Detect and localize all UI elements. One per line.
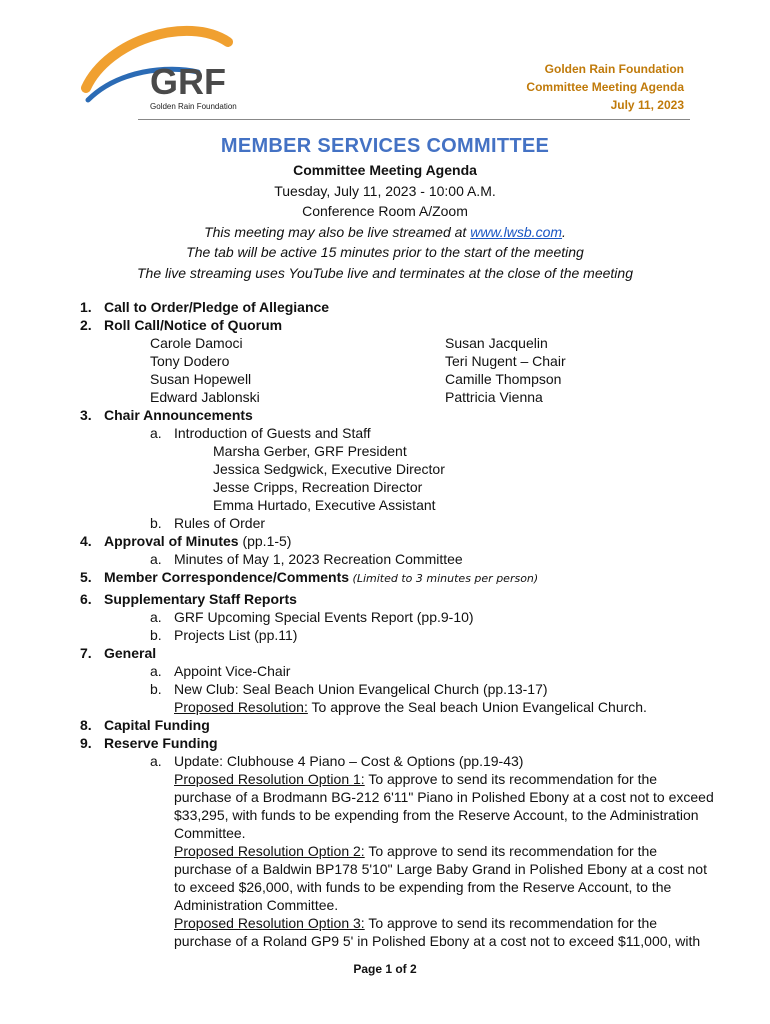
sub-text: Appoint Vice-Chair xyxy=(174,663,291,679)
item-label: Member Correspondence/Comments xyxy=(104,569,350,585)
sub-text: Minutes of May 1, 2023 Recreation Committee xyxy=(174,551,463,567)
intro-location: Conference Room A/Zoom xyxy=(302,203,468,219)
guest-name: Jesse Cripps, Recreation Director xyxy=(213,479,423,495)
member-name: Tony Dodero xyxy=(150,353,230,369)
logo-text: GRF xyxy=(150,61,226,102)
sub-letter: a. xyxy=(150,753,162,769)
sub-text: Projects List (pp.11) xyxy=(174,627,298,643)
resolution-text: purchase of a Roland GP9 5' in Polished Ebony at a cost not to exceed $11,000, with xyxy=(174,933,701,949)
resolution-option-1 xyxy=(104,770,740,842)
sub-letter: a. xyxy=(150,663,162,679)
page-title: MEMBER SERVICES COMMITTEE xyxy=(220,135,550,157)
resolution-text: To approve to send its recommendation for the xyxy=(364,843,658,859)
agenda-list xyxy=(80,298,740,950)
item-label: Roll Call/Notice of Quorum xyxy=(104,317,283,333)
agenda-item-4 xyxy=(80,532,740,568)
member-column-right xyxy=(445,334,740,406)
sub-item xyxy=(104,752,740,770)
resolution-text: Committee. xyxy=(174,825,246,841)
resolution-text: To approve to send its recommendation for the xyxy=(364,771,658,787)
sub-letter: a. xyxy=(150,425,162,441)
resolution-option-2 xyxy=(104,842,740,914)
item-label: Reserve Funding xyxy=(104,735,218,751)
agenda-item-5 xyxy=(80,568,740,588)
sub-item xyxy=(104,424,740,442)
item-label: Chair Announcements xyxy=(104,407,253,423)
agenda-item-1 xyxy=(80,298,740,316)
resolution-text: purchase of a Baldwin BP178 5'10" Large Baby Grand in Polished Ebony at a cost not xyxy=(174,861,707,877)
agenda-item-6 xyxy=(80,590,740,644)
resolution-text: to exceed $26,000, with funds to be expending from the Reserve Account, to the xyxy=(174,879,672,895)
guest-name: Marsha Gerber, GRF President xyxy=(213,443,407,459)
member-roster xyxy=(104,334,740,406)
guest-name: Emma Hurtado, Executive Assistant xyxy=(213,497,436,513)
item-number: 1. xyxy=(80,299,92,315)
resolution-text: purchase of a Brodmann BG-212 6'11" Piano in Polished Ebony at a cost not to exceed xyxy=(174,789,714,805)
item-number: 6. xyxy=(80,591,92,607)
item-label: Approval of Minutes xyxy=(104,533,239,549)
sub-item xyxy=(104,514,740,532)
sub-item xyxy=(104,608,740,626)
item-label: Call to Order/Pledge of Allegiance xyxy=(104,299,330,315)
member-name: Susan Hopewell xyxy=(150,371,252,387)
tab-note: The tab will be active 15 minutes prior to the start of the meeting xyxy=(186,244,584,260)
item-label: General xyxy=(104,645,157,661)
resolution-label: Proposed Resolution: xyxy=(174,699,308,715)
sub-letter: b. xyxy=(150,681,162,697)
item-number: 8. xyxy=(80,717,92,733)
sub-text: Rules of Order xyxy=(174,515,266,531)
resolution-text: To approve to send its recommendation for the xyxy=(364,915,658,931)
proposed-resolution xyxy=(104,698,740,716)
resolution-text: $33,295, with funds to be expending from the Reserve Account, to the Administration xyxy=(174,807,699,823)
doc-type: Committee Meeting Agenda xyxy=(526,80,684,94)
item-number: 2. xyxy=(80,317,92,333)
member-name: Camille Thompson xyxy=(445,371,562,387)
agenda-item-7 xyxy=(80,644,740,716)
sub-text: New Club: Seal Beach Union Evangelical Church (pp.13-17) xyxy=(174,681,548,697)
resolution-label: Proposed Resolution Option 1: xyxy=(174,771,365,787)
sub-letter: b. xyxy=(150,515,162,531)
sub-text: Update: Clubhouse 4 Piano – Cost & Options (pp.19-43) xyxy=(174,753,524,769)
agenda-item-2 xyxy=(80,316,740,406)
sub-text: Introduction of Guests and Staff xyxy=(174,425,371,441)
meeting-date: July 11, 2023 xyxy=(610,98,684,112)
agenda-item-3 xyxy=(80,406,740,532)
resolution-text: To approve the Seal beach Union Evangelical Church. xyxy=(307,699,647,715)
resolution-label: Proposed Resolution Option 3: xyxy=(174,915,365,931)
item-label: Supplementary Staff Reports xyxy=(104,591,297,607)
youtube-note: The live streaming uses YouTube live and terminates at the close of the meeting xyxy=(137,264,633,281)
logo-subtext: Golden Rain Foundation xyxy=(150,102,237,111)
item-note: (Limited to 3 minutes per person) xyxy=(349,572,539,585)
member-column-left xyxy=(150,334,445,406)
sub-letter: b. xyxy=(150,627,162,643)
member-name: Edward Jablonski xyxy=(150,389,260,405)
item-label: Capital Funding xyxy=(104,717,210,733)
stream-suffix: . xyxy=(562,223,566,240)
member-name: Pattricia Vienna xyxy=(445,389,543,405)
item-number: 3. xyxy=(80,407,92,423)
stream-prefix: This meeting may also be live streamed at xyxy=(204,223,471,240)
agenda-item-9 xyxy=(80,734,740,950)
agenda-item-8 xyxy=(80,716,740,734)
sub-letter: a. xyxy=(150,551,162,567)
meeting-intro xyxy=(0,160,770,283)
sub-item xyxy=(104,626,740,644)
stream-note xyxy=(0,222,770,243)
sub-item xyxy=(104,662,740,680)
page-number: Page 1 of 2 xyxy=(353,962,417,976)
header-divider xyxy=(138,119,690,120)
resolution-option-3 xyxy=(104,914,740,950)
item-number: 7. xyxy=(80,645,92,661)
item-number: 9. xyxy=(80,735,92,751)
sub-item xyxy=(104,680,740,698)
resolution-text: Administration Committee. xyxy=(174,897,339,913)
member-name: Susan Jacquelin xyxy=(445,335,548,351)
header-info xyxy=(526,60,684,114)
intro-subtitle: Committee Meeting Agenda xyxy=(293,162,477,178)
item-pages: (pp.1-5) xyxy=(238,533,292,549)
sub-letter: a. xyxy=(150,609,162,625)
intro-datetime: Tuesday, July 11, 2023 - 10:00 A.M. xyxy=(274,182,496,199)
member-name: Teri Nugent – Chair xyxy=(445,353,566,369)
item-number: 5. xyxy=(80,569,92,585)
member-name: Carole Damoci xyxy=(150,335,243,351)
sub-text: GRF Upcoming Special Events Report (pp.9-10) xyxy=(174,609,474,625)
item-number: 4. xyxy=(80,533,92,549)
org-name: Golden Rain Foundation xyxy=(544,62,684,76)
sub-item xyxy=(104,550,740,568)
resolution-label: Proposed Resolution Option 2: xyxy=(174,843,365,859)
stream-link[interactable]: www.lwsb.com xyxy=(470,223,563,240)
guest-name: Jessica Sedgwick, Executive Director xyxy=(213,461,445,477)
